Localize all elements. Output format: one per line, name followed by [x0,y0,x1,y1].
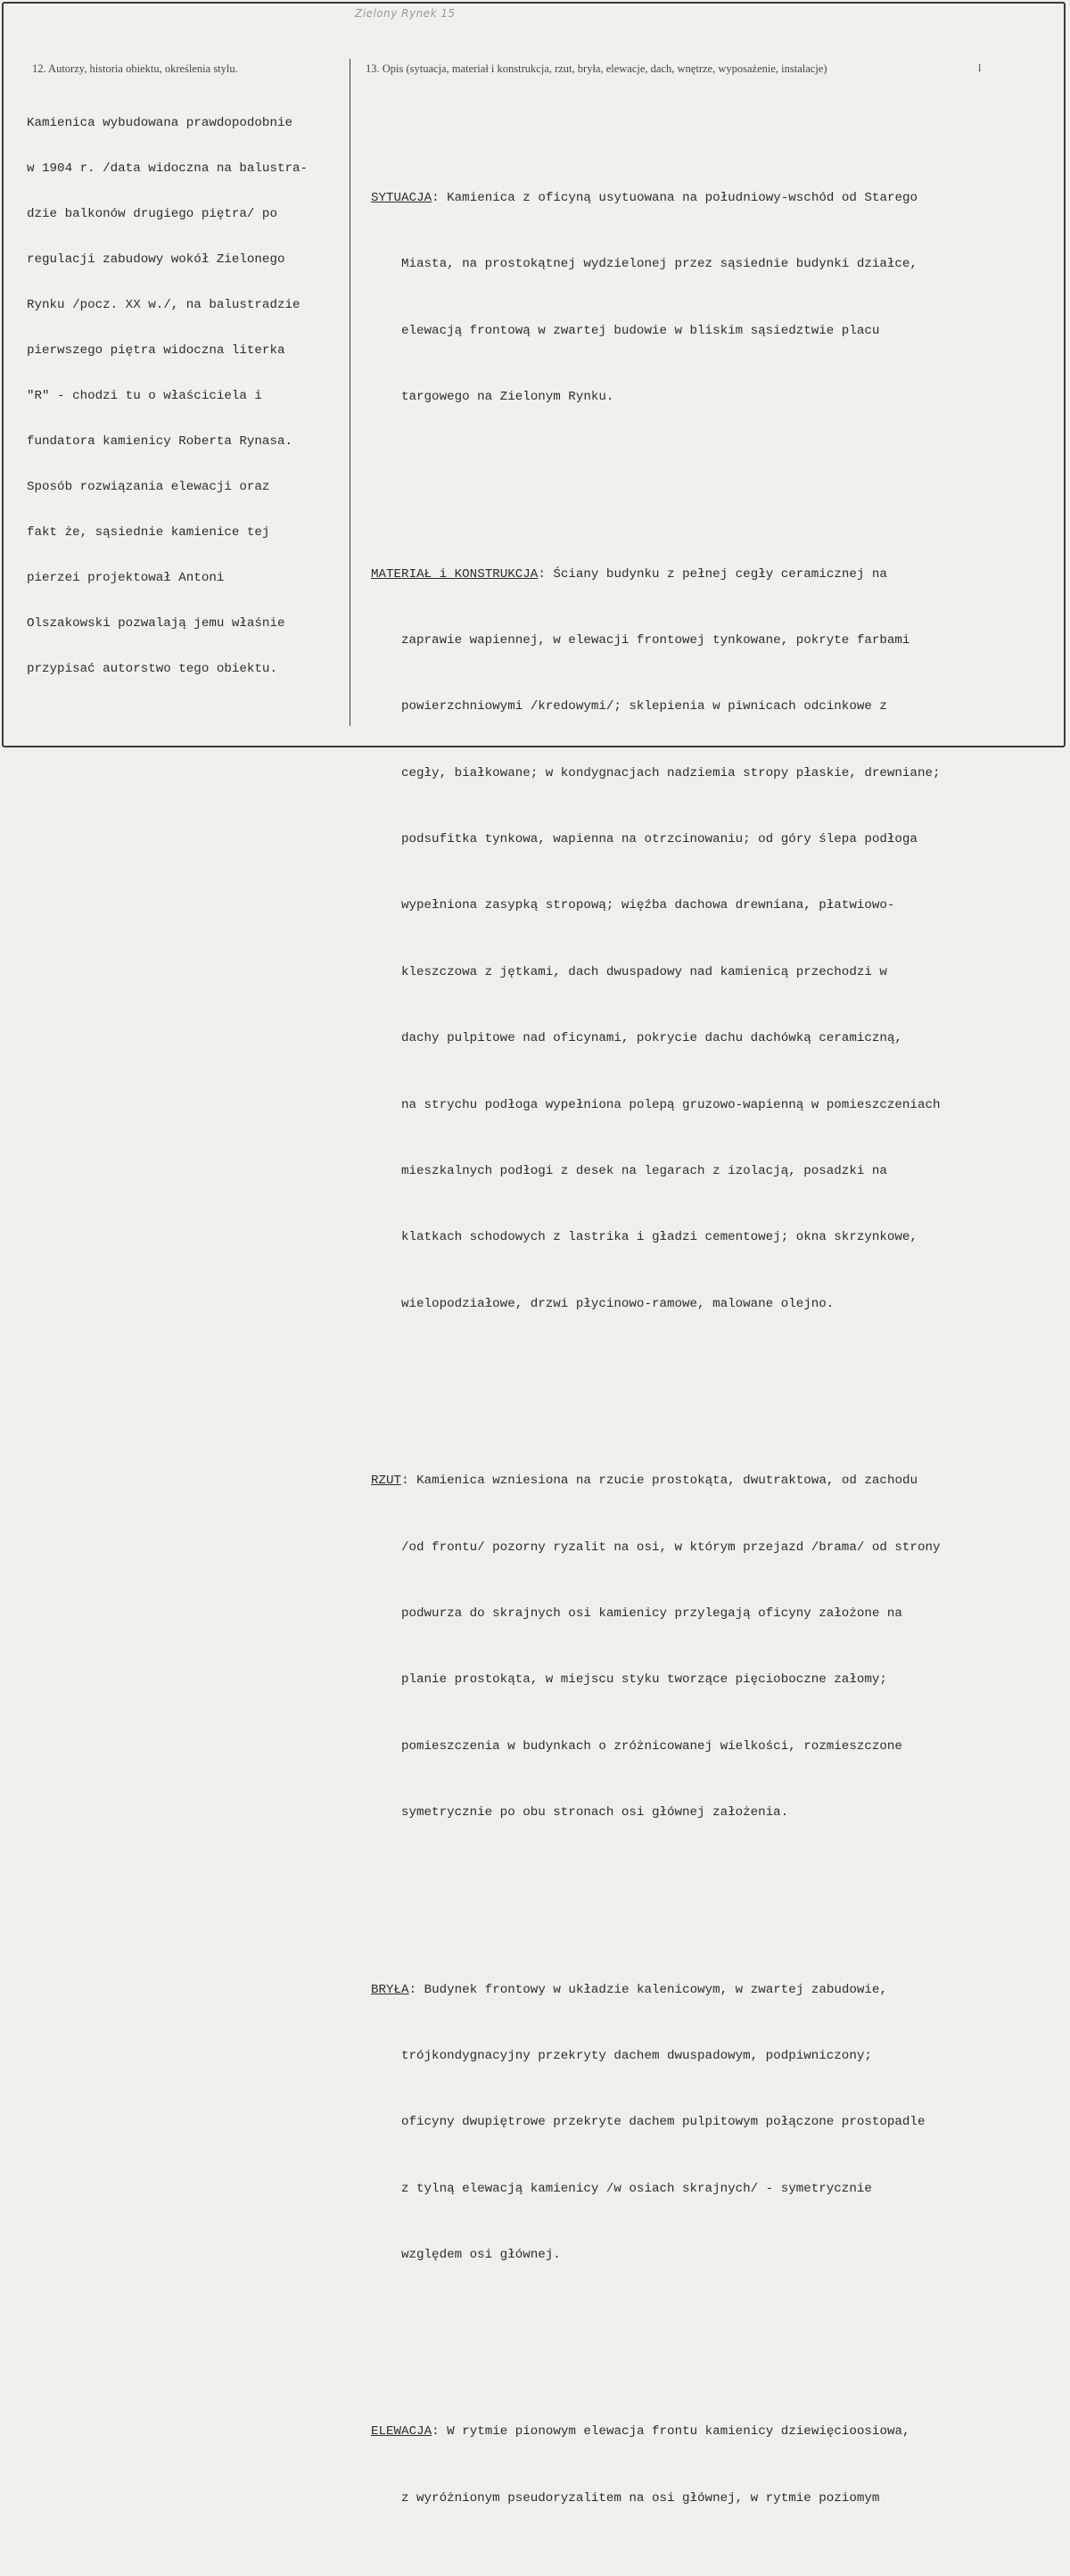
text-line: dzie balkonów drugiego piętra/ po [27,207,277,221]
section-bryla [371,1935,1058,2311]
section-rzut [371,1426,1058,1869]
text-line: podwurza do skrajnych osi kamienicy przylegają oficyny założone na [401,1606,902,1621]
text-line: w 1904 r. /data widoczna na balustra- [27,161,309,176]
text-line: fundatora kamienicy Roberta Rynasa. [27,434,292,449]
text-line: elewacją frontową w zwartej budowie w bliskim sąsiedztwie placu [401,323,880,338]
text-line: pomieszczenia w budynkach o zróżnicowanej wielkości, rozmieszczone [401,1738,902,1754]
text-line: fakt że, sąsiednie kamienice tej [27,525,270,540]
text-line: Sposób rozwiązania elewacji oraz [27,480,270,494]
text-line: symetrycznie po obu stronach osi głównej założenia. [401,1805,789,1821]
text-line: mieszkalnych podłogi z desek na legarach z izolacją, posadzki na [401,1164,887,1179]
section-elewacja [371,2377,1058,2554]
text-line: targowego na Zielonym Rynku. [401,390,614,405]
section-label: SYTUACJA [371,190,432,205]
text-line: trójkondygnacyjny przekryty dachem dwuspadowym, podpiwniczony; [401,2048,872,2063]
text-line: wielopodziałowe, drzwi płycinowo-ramowe, malowane olejno. [401,1296,835,1311]
text-line: z wyróżnionym pseudoryzalitem na osi głównej, w rytmie poziomym [401,2490,880,2506]
text-line: kleszczowa z jętkami, dach dwuspadowy nad kamienicą przechodzi w [401,964,887,979]
text-line: cegły, białkowane; w kondygnacjach nadziemia stropy płaskie, drewniane; [401,765,941,780]
text-line: podsufitka tynkowa, wapienna na otrzcinowaniu; od góry ślepa podłoga [401,832,918,847]
text-line: z tylną elewacją kamienicy /w osiach skrajnych/ - symetrycznie [401,2181,872,2196]
section-material [371,519,1058,1359]
section-first-line: : Budynek frontowy w układzie kalenicowym, w zwartej zabudowie, [408,1982,887,1997]
text-line: wypełniona zasypką stropową; więźba dachowa drewniana, płatwiowo- [401,898,895,913]
section-first-line: : Kamienica wzniesiona na rzucie prostokąta, dwutraktowa, od zachodu [401,1474,918,1489]
text-line: dachy pulpitowe nad oficynami, pokrycie dachu dachówką ceramiczną, [401,1031,902,1046]
section-first-line: : Kamienica z oficyną usytuowana na południowy-wschód od Starego [432,190,918,205]
text-line: względem osi głównej. [401,2248,561,2263]
text-line: zaprawie wapiennej, w elewacji frontowej tynkowane, pokryte farbami [401,632,910,648]
pencil-note: Zielony Rynek 15 [355,7,456,20]
description-text [371,77,1058,2576]
text-line: Miasta, na prostokątnej wydzielonej przez sąsiednie budynki działce, [401,257,918,272]
text-line: klatkach schodowych z lastrika i gładzi cementowej; okna skrzynkowe, [401,1230,918,1245]
left-column-heading: 12. Autorzy, historia obiektu, określenia stylu. [32,62,238,75]
text-line: Olszakowski pozwalają jemu właśnie [27,616,285,631]
section-label: RZUT [371,1474,402,1489]
text-line: na strychu podłoga wypełniona polepą gruzowo-wapienną w pomieszczeniach [401,1097,941,1112]
text-line: regulacji zabudowy wokół Zielonego [27,252,285,267]
section-label: MATERIAŁ i KONSTRUKCJA [371,566,539,582]
text-line: Kamienica wybudowana prawdopodobnie [27,116,292,130]
section-label: ELEWACJA [371,2424,432,2440]
authors-history-text [27,86,348,692]
text-line: planie prostokąta, w miejscu styku tworzące pięcioboczne załomy; [401,1672,887,1688]
text-line: pierwszego piętra widoczna literka [27,343,285,358]
text-line: "R" - chodzi tu o właściciela i [27,389,262,403]
text-line: /od frontu/ pozorny ryzalit na osi, w którym przejazd /brama/ od strony [401,1540,941,1555]
section-sytuacja [371,143,1058,452]
section-label: BRYŁA [371,1982,409,1997]
section-first-line: : W rytmie pionowym elewacja frontu kamienicy dziewięcioosiowa, [432,2424,910,2440]
right-column-heading: 13. Opis (sytuacja, materiał i konstrukcja, rzut, bryła, elewacje, dach, wnętrze, wyposażenie, instalacje) [366,62,827,75]
text-line: Rynku /pocz. XX w./, na balustradzie [27,298,300,312]
text-line: oficyny dwupiętrowe przekryte dachem pulpitowym połączone prostopadle [401,2115,926,2130]
margin-mark: l [978,62,982,74]
text-line: pierzei projektował Antoni [27,571,225,585]
section-first-line: : Ściany budynku z pełnej cegły ceramicznej na [538,566,887,582]
text-line: powierzchniowymi /kredowymi/; sklepienia w piwnicach odcinkowe z [401,699,887,714]
text-line: przypisać autorstwo tego obiektu. [27,662,277,676]
